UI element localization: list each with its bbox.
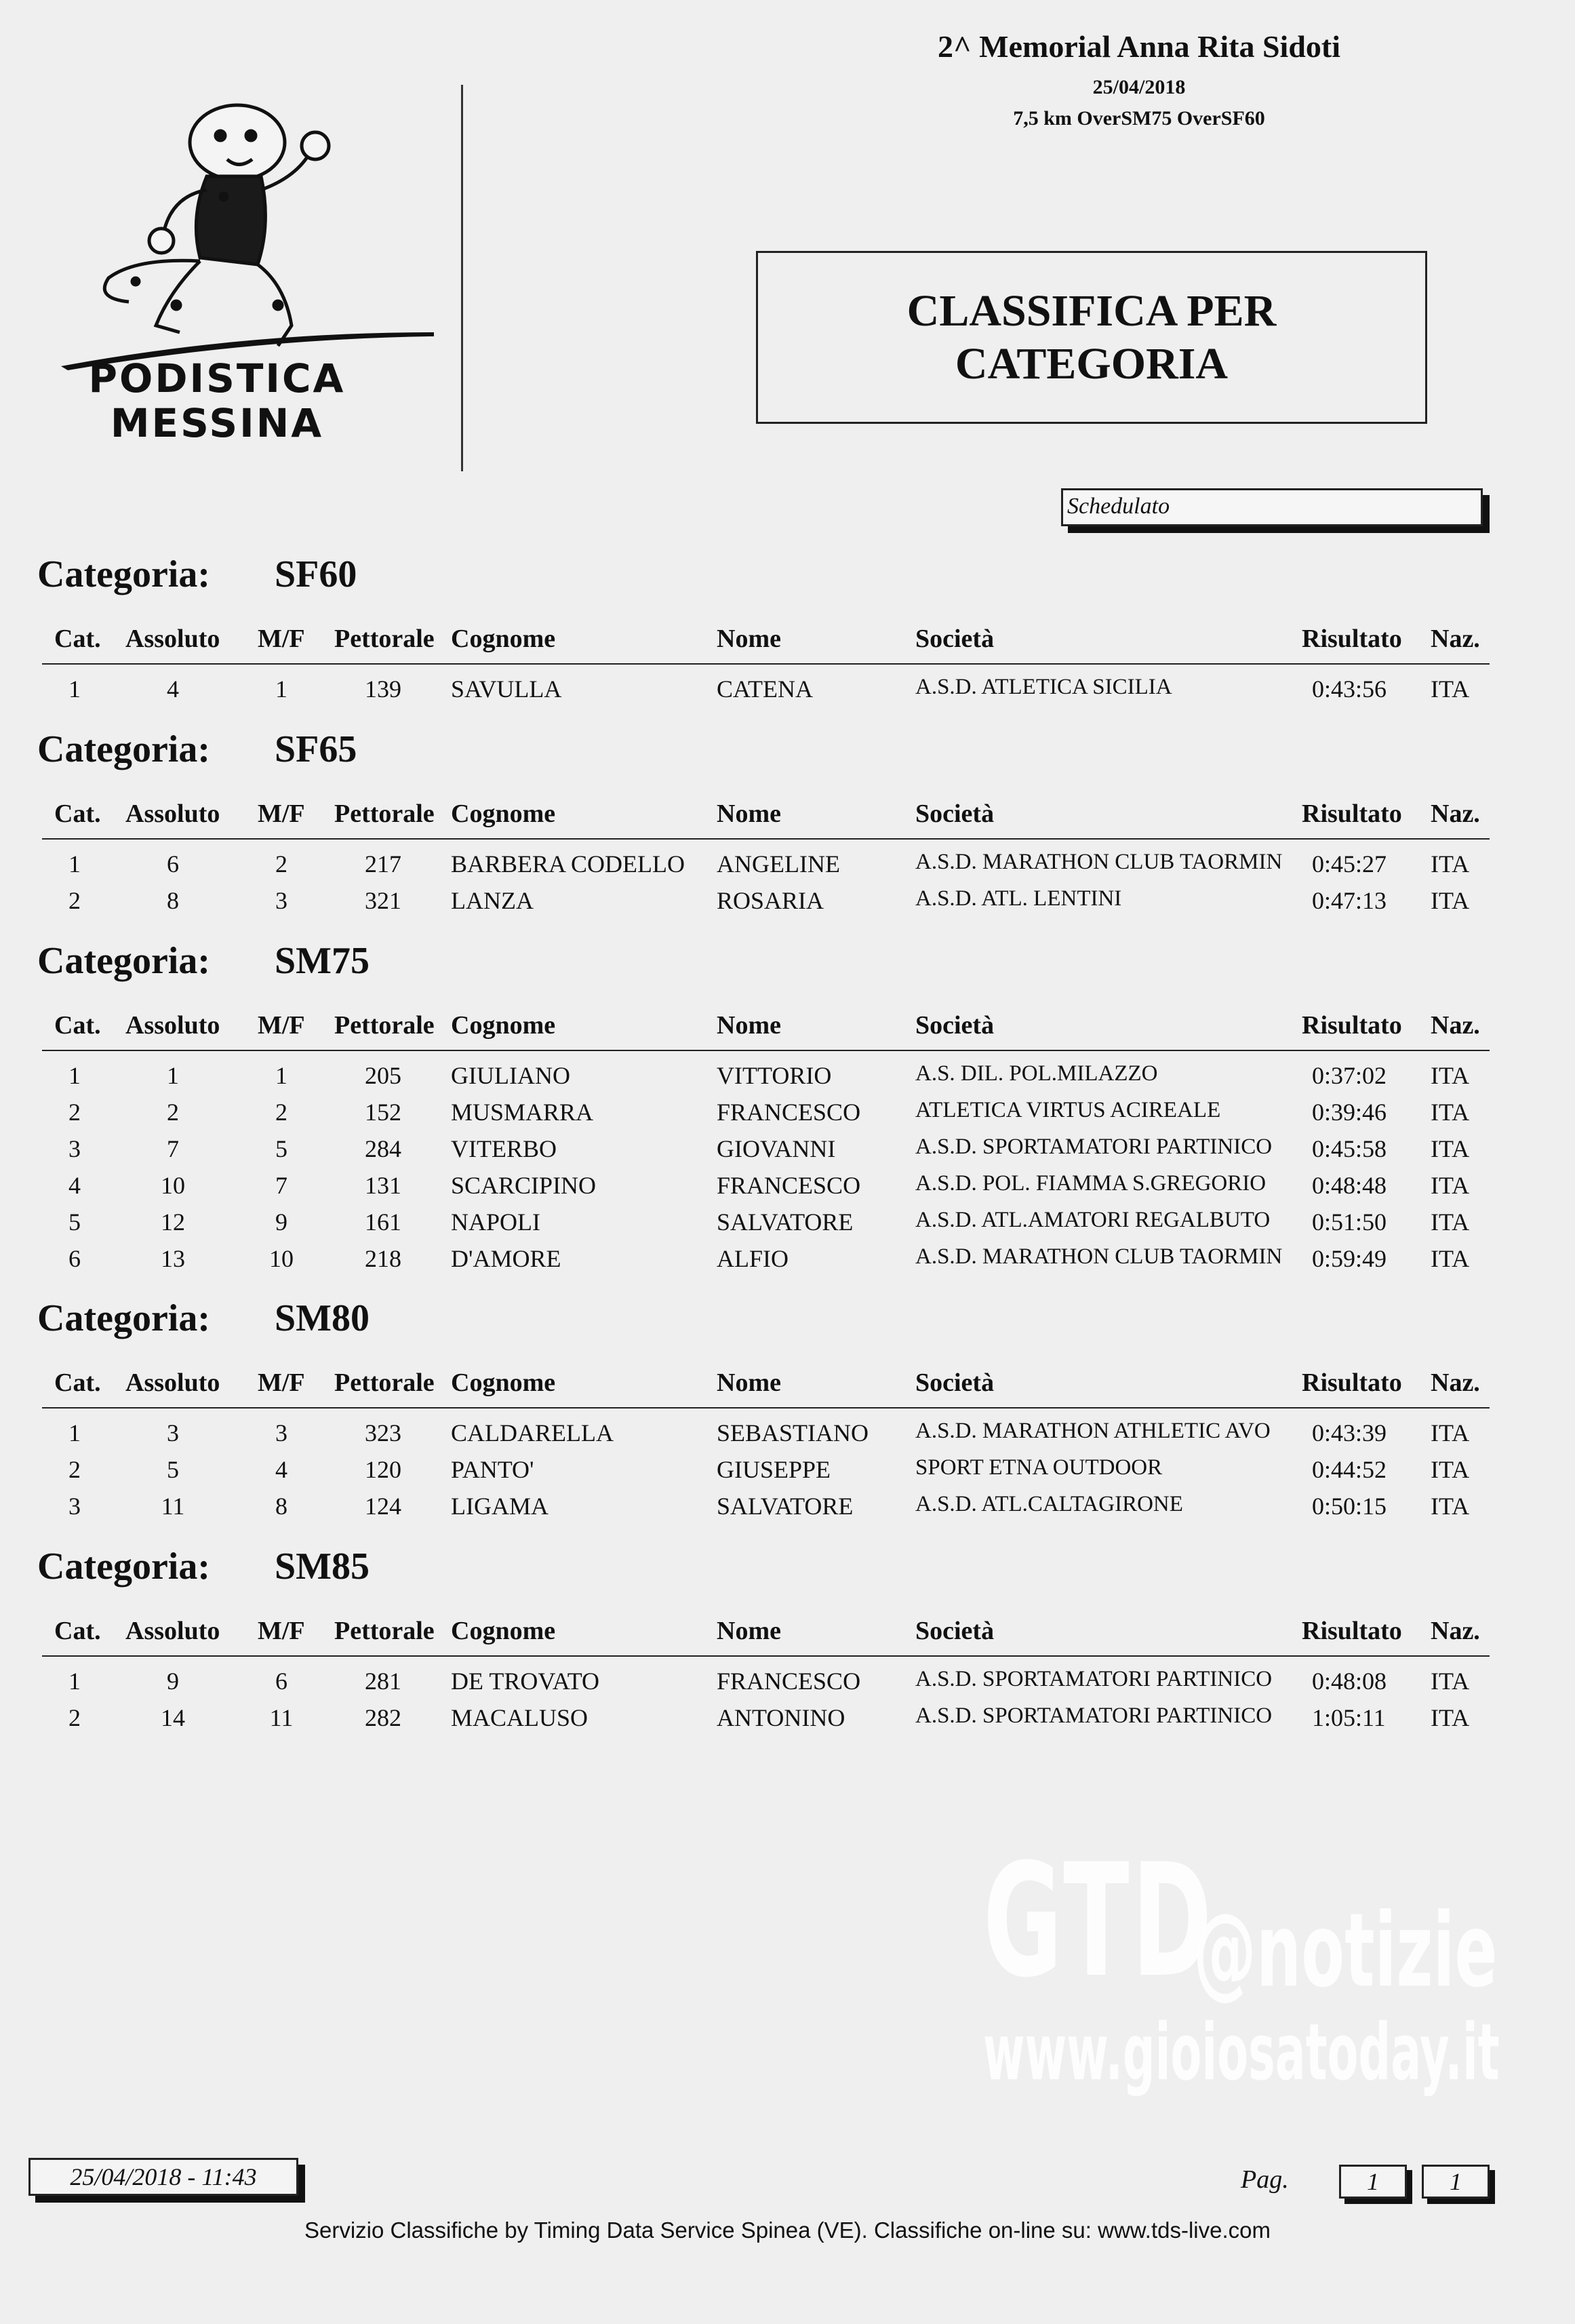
cell-cognome: GIULIANO xyxy=(451,1062,570,1089)
table-row xyxy=(0,1244,1575,1281)
col-header-pettorale: Pettorale xyxy=(334,1368,435,1397)
club-name-line1: PODISTICA xyxy=(88,355,346,401)
cell-naz: ITA xyxy=(1431,1419,1470,1446)
col-header-mf: M/F xyxy=(258,1617,305,1645)
col-header-cat: Cat. xyxy=(54,800,101,828)
cell-societa: SPORT ETNA OUTDOOR xyxy=(915,1455,1163,1480)
col-header-assoluto: Assoluto xyxy=(125,1011,220,1040)
cell-nome: GIOVANNI xyxy=(717,1135,836,1162)
cell-mf: 2 xyxy=(275,850,287,878)
cell-assoluto: 5 xyxy=(167,1456,179,1483)
cell-cat: 1 xyxy=(68,675,81,703)
page-label: Pag. xyxy=(1241,2165,1289,2194)
cell-assoluto: 8 xyxy=(167,887,179,914)
cell-cat: 2 xyxy=(68,887,81,914)
col-header-pettorale: Pettorale xyxy=(334,1617,435,1645)
table-row xyxy=(0,1135,1575,1171)
cell-societa: A.S.D. SPORTAMATORI PARTINICO xyxy=(915,1667,1273,1691)
cell-assoluto: 2 xyxy=(167,1099,179,1126)
cell-pettorale: 152 xyxy=(365,1099,401,1126)
cell-risultato: 0:44:52 xyxy=(1312,1456,1387,1483)
category-label: Categoria: xyxy=(37,728,211,770)
cell-mf: 9 xyxy=(275,1208,287,1236)
cell-cognome: MACALUSO xyxy=(451,1704,589,1731)
cell-nome: ANTONINO xyxy=(717,1704,845,1731)
category-label: Categoria: xyxy=(37,1297,211,1339)
cell-naz: ITA xyxy=(1431,1172,1470,1199)
club-name xyxy=(81,356,353,446)
cell-cat: 2 xyxy=(68,1456,81,1483)
col-header-societa: Società xyxy=(915,1011,995,1040)
cell-mf: 10 xyxy=(269,1245,294,1272)
cell-societa: A.S.D. MARATHON ATHLETIC AVO xyxy=(915,1419,1271,1443)
col-header-mf: M/F xyxy=(258,625,305,653)
cell-mf: 4 xyxy=(275,1456,287,1483)
cell-mf: 11 xyxy=(269,1704,294,1731)
classifica-title: CLASSIFICA PER CATEGORIA xyxy=(906,285,1277,389)
watermark-url: www.gioiosatoday.it xyxy=(983,2007,1500,2098)
col-header-assoluto: Assoluto xyxy=(125,1617,220,1645)
cell-societa: A.S. DIL. POL.MILAZZO xyxy=(915,1061,1158,1086)
cell-assoluto: 13 xyxy=(161,1245,185,1272)
cell-nome: CATENA xyxy=(717,675,813,703)
cell-cat: 2 xyxy=(68,1099,81,1126)
cell-societa: A.S.D. ATLETICA SICILIA xyxy=(915,675,1172,699)
table-row xyxy=(0,1061,1575,1098)
table-row xyxy=(0,1492,1575,1529)
cell-mf: 1 xyxy=(275,1062,287,1089)
col-header-naz: Naz. xyxy=(1431,800,1480,828)
cell-cognome: NAPOLI xyxy=(451,1208,540,1236)
col-header-societa: Società xyxy=(915,800,995,828)
col-header-nome: Nome xyxy=(717,800,781,828)
cell-nome: ALFIO xyxy=(717,1245,789,1272)
cell-naz: ITA xyxy=(1431,1099,1470,1126)
col-header-cat: Cat. xyxy=(54,1617,101,1645)
cell-risultato: 0:59:49 xyxy=(1312,1245,1387,1272)
cell-mf: 6 xyxy=(275,1668,287,1695)
cell-pettorale: 217 xyxy=(365,850,401,878)
cell-cat: 4 xyxy=(68,1172,81,1199)
cell-cognome: VITERBO xyxy=(451,1135,557,1162)
cell-nome: SALVATORE xyxy=(717,1208,854,1236)
cell-pettorale: 120 xyxy=(365,1456,401,1483)
col-header-cat: Cat. xyxy=(54,1368,101,1397)
cell-risultato: 0:39:46 xyxy=(1312,1099,1387,1126)
cell-pettorale: 281 xyxy=(365,1668,401,1695)
col-header-societa: Società xyxy=(915,1368,995,1397)
event-info: 7,5 km OverSM75 OverSF60 xyxy=(1013,107,1265,130)
header-divider xyxy=(461,85,463,471)
cell-naz: ITA xyxy=(1431,675,1470,703)
cell-risultato: 0:50:15 xyxy=(1312,1493,1387,1520)
cell-mf: 3 xyxy=(275,887,287,914)
col-header-cognome: Cognome xyxy=(451,1617,556,1645)
cell-cognome: CALDARELLA xyxy=(451,1419,614,1446)
col-header-risultato: Risultato xyxy=(1302,625,1402,653)
col-header-naz: Naz. xyxy=(1431,625,1480,653)
cell-cat: 3 xyxy=(68,1135,81,1162)
category-code: SF60 xyxy=(275,553,357,595)
cell-nome: ANGELINE xyxy=(717,850,840,878)
page-number: 1 xyxy=(1339,2165,1407,2199)
cell-naz: ITA xyxy=(1431,1208,1470,1236)
cell-cognome: DE TROVATO xyxy=(451,1668,600,1695)
cell-risultato: 0:47:13 xyxy=(1312,887,1387,914)
cell-societa: A.S.D. POL. FIAMMA S.GREGORIO xyxy=(915,1171,1267,1196)
print-timestamp: 25/04/2018 - 11:43 xyxy=(28,2158,298,2196)
cell-societa: A.S.D. MARATHON CLUB TAORMIN xyxy=(915,1244,1283,1269)
cell-assoluto: 10 xyxy=(161,1172,185,1199)
category-heading xyxy=(37,939,370,983)
cell-societa: A.S.D. SPORTAMATORI PARTINICO xyxy=(915,1703,1273,1728)
table-row xyxy=(0,1098,1575,1135)
cell-cat: 1 xyxy=(68,850,81,878)
col-header-mf: M/F xyxy=(258,1368,305,1397)
cell-assoluto: 14 xyxy=(161,1704,185,1731)
cell-pettorale: 124 xyxy=(365,1493,401,1520)
cell-assoluto: 12 xyxy=(161,1208,185,1236)
header-rule xyxy=(42,663,1490,665)
cell-nome: GIUSEPPE xyxy=(717,1456,831,1483)
cell-assoluto: 4 xyxy=(167,675,179,703)
category-heading xyxy=(37,553,357,596)
cell-pettorale: 205 xyxy=(365,1062,401,1089)
cell-societa: A.S.D. SPORTAMATORI PARTINICO xyxy=(915,1135,1273,1159)
cell-assoluto: 11 xyxy=(161,1493,185,1520)
cell-nome: FRANCESCO xyxy=(717,1172,861,1199)
col-header-nome: Nome xyxy=(717,1368,781,1397)
cell-risultato: 0:45:27 xyxy=(1312,850,1387,878)
col-header-risultato: Risultato xyxy=(1302,1011,1402,1040)
category-label: Categoria: xyxy=(37,1545,211,1588)
category-label: Categoria: xyxy=(37,553,211,595)
cell-cat: 6 xyxy=(68,1245,81,1272)
cell-pettorale: 321 xyxy=(365,887,401,914)
cell-pettorale: 218 xyxy=(365,1245,401,1272)
col-header-pettorale: Pettorale xyxy=(334,800,435,828)
col-header-cognome: Cognome xyxy=(451,625,556,653)
header-rule xyxy=(42,838,1490,840)
cell-cognome: MUSMARRA xyxy=(451,1099,594,1126)
cell-societa: A.S.D. MARATHON CLUB TAORMIN xyxy=(915,850,1283,874)
cell-cognome: BARBERA CODELLO xyxy=(451,850,685,878)
col-header-naz: Naz. xyxy=(1431,1368,1480,1397)
cell-naz: ITA xyxy=(1431,1668,1470,1695)
col-header-risultato: Risultato xyxy=(1302,1617,1402,1645)
col-header-mf: M/F xyxy=(258,800,305,828)
cell-naz: ITA xyxy=(1431,1135,1470,1162)
col-header-cognome: Cognome xyxy=(451,1368,556,1397)
cell-cat: 1 xyxy=(68,1062,81,1089)
event-title: 2^ Memorial Anna Rita Sidoti xyxy=(937,29,1341,64)
cell-cat: 1 xyxy=(68,1668,81,1695)
category-heading xyxy=(37,1545,370,1588)
col-header-nome: Nome xyxy=(717,1617,781,1645)
col-header-cognome: Cognome xyxy=(451,1011,556,1040)
table-row xyxy=(0,1419,1575,1455)
cell-naz: ITA xyxy=(1431,1493,1470,1520)
cell-cat: 1 xyxy=(68,1419,81,1446)
cell-cognome: SAVULLA xyxy=(451,675,562,703)
col-header-cat: Cat. xyxy=(54,1011,101,1040)
cell-nome: FRANCESCO xyxy=(717,1099,861,1126)
cell-naz: ITA xyxy=(1431,887,1470,914)
cell-societa: A.S.D. ATL.AMATORI REGALBUTO xyxy=(915,1208,1271,1232)
col-header-nome: Nome xyxy=(717,625,781,653)
event-date: 25/04/2018 xyxy=(1092,76,1186,98)
cell-risultato: 1:05:11 xyxy=(1312,1704,1386,1731)
cell-cognome: PANTO' xyxy=(451,1456,534,1483)
page-total: 1 xyxy=(1422,2165,1490,2199)
cell-pettorale: 139 xyxy=(365,675,401,703)
footer-credits: Servizio Classifiche by Timing Data Service Spinea (VE). Classifiche on-line su: www.tds-live.com xyxy=(304,2218,1271,2243)
cell-cognome: SCARCIPINO xyxy=(451,1172,597,1199)
category-label: Categoria: xyxy=(37,940,211,982)
col-header-nome: Nome xyxy=(717,1011,781,1040)
cell-cat: 2 xyxy=(68,1704,81,1731)
cell-pettorale: 131 xyxy=(365,1172,401,1199)
cell-nome: SALVATORE xyxy=(717,1493,854,1520)
col-header-societa: Società xyxy=(915,1617,995,1645)
table-row xyxy=(0,886,1575,923)
cell-assoluto: 6 xyxy=(167,850,179,878)
category-code: SM75 xyxy=(275,940,370,982)
cell-mf: 2 xyxy=(275,1099,287,1126)
category-code: SM85 xyxy=(275,1545,370,1588)
cell-risultato: 0:45:58 xyxy=(1312,1135,1387,1162)
col-header-pettorale: Pettorale xyxy=(334,1011,435,1040)
cell-cognome: D'AMORE xyxy=(451,1245,561,1272)
cell-risultato: 0:48:48 xyxy=(1312,1172,1387,1199)
cell-societa: A.S.D. ATL. LENTINI xyxy=(915,886,1122,911)
table-row xyxy=(0,850,1575,886)
cell-assoluto: 7 xyxy=(167,1135,179,1162)
cell-risultato: 0:43:39 xyxy=(1312,1419,1387,1446)
col-header-risultato: Risultato xyxy=(1302,1368,1402,1397)
table-row xyxy=(0,1171,1575,1208)
cell-mf: 5 xyxy=(275,1135,287,1162)
cell-assoluto: 3 xyxy=(167,1419,179,1446)
col-header-societa: Società xyxy=(915,625,995,653)
cell-pettorale: 284 xyxy=(365,1135,401,1162)
cell-cat: 3 xyxy=(68,1493,81,1520)
col-header-naz: Naz. xyxy=(1431,1617,1480,1645)
col-header-naz: Naz. xyxy=(1431,1011,1480,1040)
cell-nome: ROSARIA xyxy=(717,887,824,914)
cell-nome: VITTORIO xyxy=(717,1062,832,1089)
cell-naz: ITA xyxy=(1431,1704,1470,1731)
table-row xyxy=(0,1455,1575,1492)
col-header-assoluto: Assoluto xyxy=(125,625,220,653)
cell-cat: 5 xyxy=(68,1208,81,1236)
cell-nome: FRANCESCO xyxy=(717,1668,861,1695)
category-code: SM80 xyxy=(275,1297,370,1339)
cell-cognome: LANZA xyxy=(451,887,534,914)
category-heading xyxy=(37,728,357,771)
cell-assoluto: 9 xyxy=(167,1668,179,1695)
cell-naz: ITA xyxy=(1431,1245,1470,1272)
cell-mf: 1 xyxy=(275,675,287,703)
watermark-tag: @notizie xyxy=(1193,1892,1498,2010)
cell-mf: 7 xyxy=(275,1172,287,1199)
table-row xyxy=(0,1703,1575,1740)
watermark-brand: GTD xyxy=(983,1831,1215,2012)
col-header-assoluto: Assoluto xyxy=(125,800,220,828)
cell-naz: ITA xyxy=(1431,850,1470,878)
cell-risultato: 0:51:50 xyxy=(1312,1208,1387,1236)
col-header-cat: Cat. xyxy=(54,625,101,653)
cell-cognome: LIGAMA xyxy=(451,1493,549,1520)
cell-mf: 8 xyxy=(275,1493,287,1520)
cell-societa: A.S.D. ATL.CALTAGIRONE xyxy=(915,1492,1183,1516)
col-header-assoluto: Assoluto xyxy=(125,1368,220,1397)
cell-pettorale: 161 xyxy=(365,1208,401,1236)
col-header-mf: M/F xyxy=(258,1011,305,1040)
cell-risultato: 0:48:08 xyxy=(1312,1668,1387,1695)
classifica-box xyxy=(756,251,1427,424)
cell-pettorale: 323 xyxy=(365,1419,401,1446)
club-name-line2: MESSINA xyxy=(110,400,324,446)
cell-risultato: 0:37:02 xyxy=(1312,1062,1387,1089)
table-row xyxy=(0,1208,1575,1244)
cell-societa: ATLETICA VIRTUS ACIREALE xyxy=(915,1098,1221,1122)
col-header-risultato: Risultato xyxy=(1302,800,1402,828)
schedule-label: Schedulato xyxy=(1061,488,1483,526)
header-rule xyxy=(42,1407,1490,1409)
cell-nome: SEBASTIANO xyxy=(717,1419,869,1446)
cell-naz: ITA xyxy=(1431,1062,1470,1089)
cell-mf: 3 xyxy=(275,1419,287,1446)
cell-pettorale: 282 xyxy=(365,1704,401,1731)
col-header-cognome: Cognome xyxy=(451,800,556,828)
cell-naz: ITA xyxy=(1431,1456,1470,1483)
cell-risultato: 0:43:56 xyxy=(1312,675,1387,703)
table-row xyxy=(0,675,1575,711)
header-rule xyxy=(42,1655,1490,1657)
cell-assoluto: 1 xyxy=(167,1062,179,1089)
category-heading xyxy=(37,1297,370,1340)
col-header-pettorale: Pettorale xyxy=(334,625,435,653)
header-rule xyxy=(42,1050,1490,1051)
category-code: SF65 xyxy=(275,728,357,770)
table-row xyxy=(0,1667,1575,1703)
